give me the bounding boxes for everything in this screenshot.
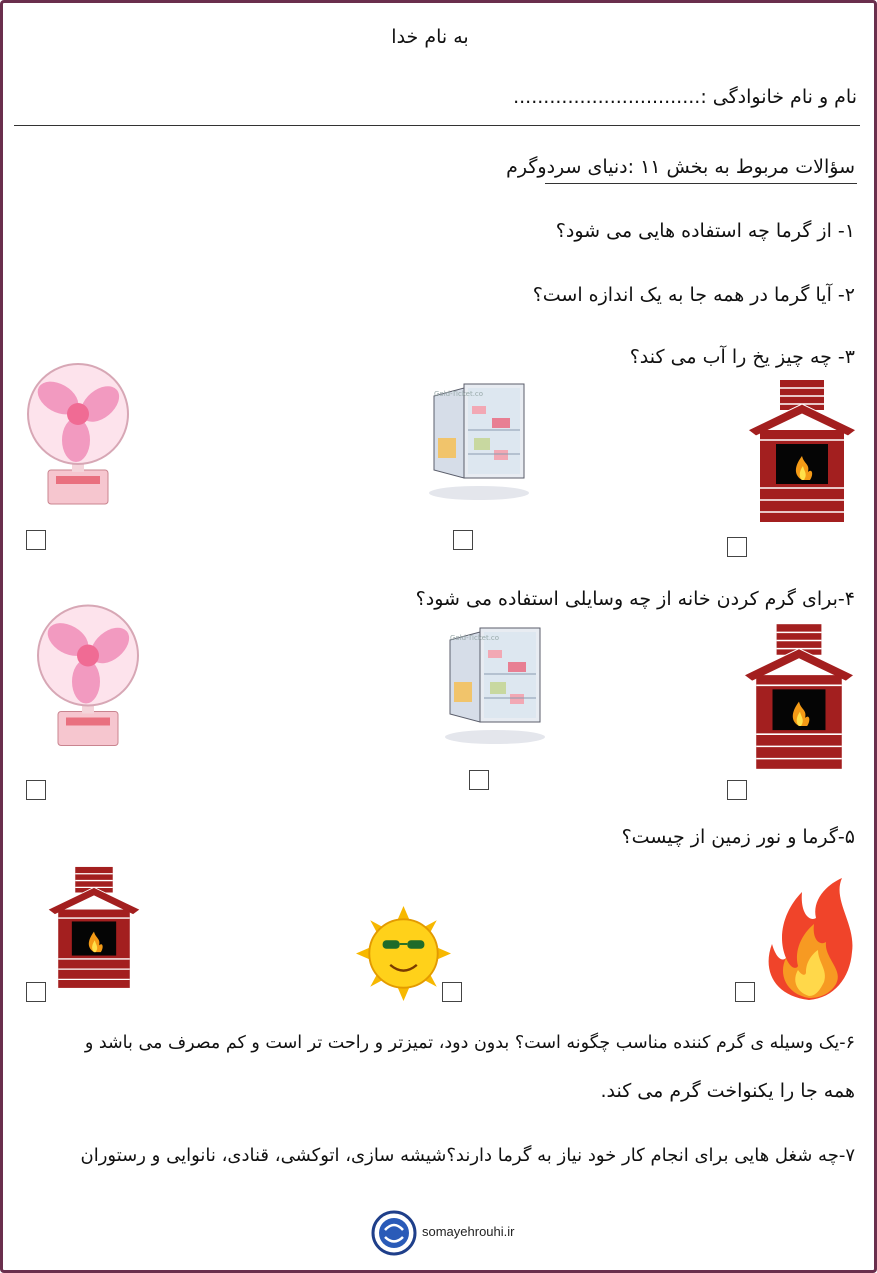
fireplace-icon (748, 378, 856, 523)
refrigerator-icon (424, 378, 534, 503)
watermark-text: Gold-Ticket.co (434, 390, 484, 398)
q4-option-fireplace-checkbox[interactable] (727, 780, 747, 800)
header-divider (14, 125, 860, 126)
site-logo-icon (371, 1210, 417, 1256)
fireplace-icon (48, 865, 140, 989)
footer-site-url[interactable]: somayehrouhi.ir (422, 1224, 515, 1239)
q5-option-sun-checkbox[interactable] (442, 982, 462, 1002)
q4-option-fan-checkbox[interactable] (26, 780, 46, 800)
sun-icon (356, 906, 451, 1001)
section-title: سؤالات مربوط به بخش ۱۱ :دنیای سردوگرم (506, 156, 855, 178)
fan-icon (34, 602, 144, 750)
q3-option-fireplace-checkbox[interactable] (727, 537, 747, 557)
fire-icon (762, 878, 856, 1002)
question-6-line-2: همه جا را یکنواخت گرم می کند. (600, 1080, 855, 1102)
question-4: ۴-برای گرم کردن خانه از چه وسایلی استفاده می شود؟ (415, 588, 855, 610)
fireplace-icon (744, 620, 854, 772)
watermark-text: Gold-Ticket.co (450, 634, 500, 642)
q5-option-fireplace-checkbox[interactable] (26, 982, 46, 1002)
name-field-label: نام و نام خانوادگی :............................... (513, 86, 857, 108)
fan-icon (24, 362, 134, 507)
q4-option-refrigerator-checkbox[interactable] (469, 770, 489, 790)
question-1: ۱- از گرما چه استفاده هایی می شود؟ (555, 220, 855, 242)
q5-option-fire-checkbox[interactable] (735, 982, 755, 1002)
section-title-underline (545, 183, 857, 184)
refrigerator-icon (440, 622, 550, 747)
bismillah: به نام خدا (391, 26, 469, 48)
q3-option-fan-checkbox[interactable] (26, 530, 46, 550)
question-5: ۵-گرما و نور زمین از چیست؟ (621, 826, 855, 848)
question-2: ۲- آیا گرما در همه جا به یک اندازه است؟ (532, 284, 855, 306)
question-3: ۳- چه چیز یخ را آب می کند؟ (629, 346, 855, 368)
q3-option-refrigerator-checkbox[interactable] (453, 530, 473, 550)
question-7: ۷-چه شغل هایی برای انجام کار خود نیاز به گرما دارند؟شیشه سازی، اتوکشی، قنادی، نانوایی و رستوران (80, 1145, 855, 1166)
question-6-line-1: ۶-یک وسیله ی گرم کننده مناسب چگونه است؟ بدون دود، تمیزتر و راحت تر است و کم مصرف می باشد و (84, 1033, 855, 1053)
